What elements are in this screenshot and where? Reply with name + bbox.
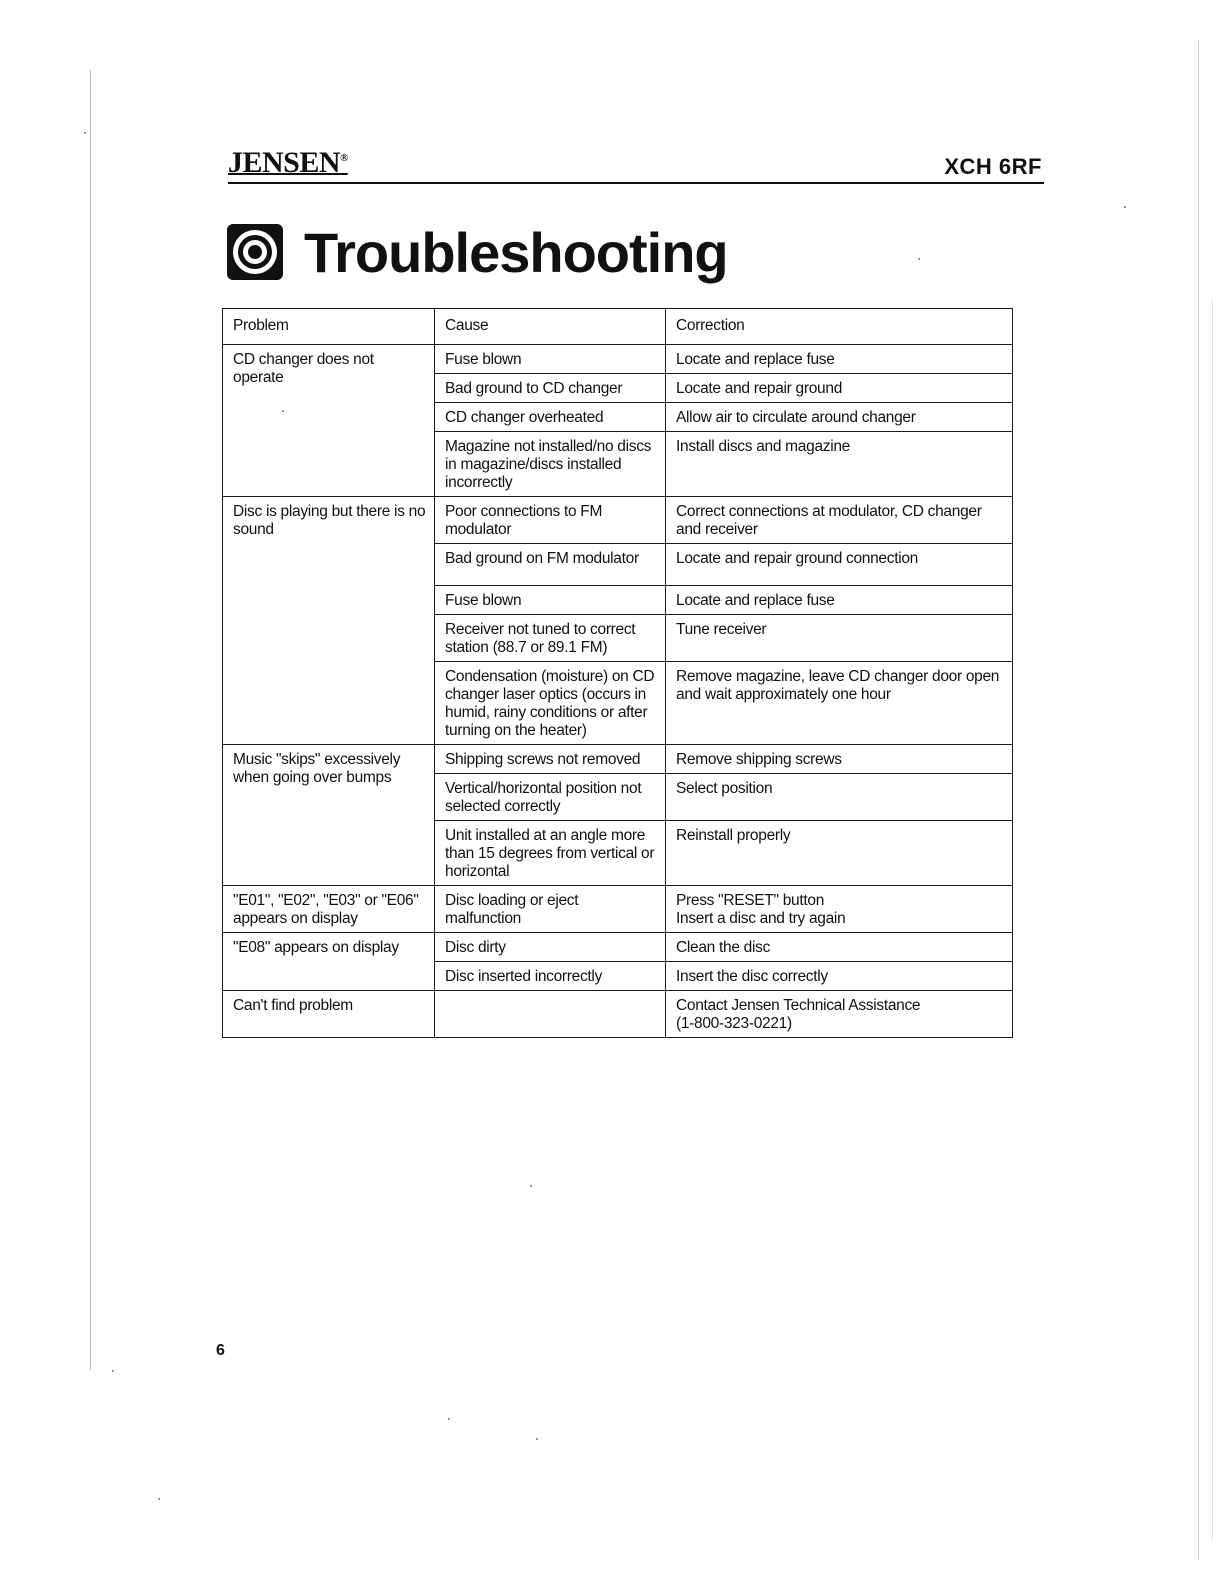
scan-edge-left — [90, 70, 91, 1370]
correction-line: (1-800-323-0221) — [676, 1015, 792, 1032]
scan-edge-right-faint — [1212, 300, 1213, 1540]
correction-cell: Allow air to circulate around changer — [666, 403, 1013, 432]
table-row — [223, 991, 1013, 1038]
table-row — [223, 933, 1013, 962]
correction-line: Insert a disc and try again — [676, 910, 846, 927]
correction-cell: Locate and repair ground connection — [666, 544, 1013, 586]
correction-line: Press "RESET" button — [676, 892, 825, 909]
column-header-cause: Cause — [435, 309, 666, 345]
correction-cell: Correct connections at modulator, CD changer and receiver — [666, 497, 1013, 544]
table-header-row — [223, 309, 1013, 345]
cause-cell: Disc dirty — [435, 933, 666, 962]
target-icon — [226, 223, 284, 281]
problem-cell: Music "skips" excessively when going over bumps — [223, 745, 435, 886]
page-title: Troubleshooting — [304, 221, 728, 284]
scan-speck — [158, 1498, 160, 1500]
cause-cell: Unit installed at an angle more than 15 degrees from vertical or horizontal — [435, 821, 666, 886]
table-row — [223, 745, 1013, 774]
column-header-problem: Problem — [223, 309, 435, 345]
cause-cell: Magazine not installed/no discs in magazine/discs installed incorrectly — [435, 432, 666, 497]
correction-cell — [666, 991, 1013, 1038]
table-row — [223, 886, 1013, 933]
scan-speck — [918, 258, 920, 260]
cause-cell: Shipping screws not removed — [435, 745, 666, 774]
table-row — [223, 345, 1013, 374]
model-number: XCH 6RF — [944, 154, 1042, 179]
cause-cell: Disc loading or eject malfunction — [435, 886, 666, 933]
problem-cell: Disc is playing but there is no sound — [223, 497, 435, 745]
correction-cell: Reinstall properly — [666, 821, 1013, 886]
correction-cell: Clean the disc — [666, 933, 1013, 962]
correction-cell: Remove magazine, leave CD changer door open and wait approximately one hour — [666, 662, 1013, 745]
correction-cell: Locate and replace fuse — [666, 586, 1013, 615]
scan-speck — [1124, 206, 1126, 208]
cause-cell: CD changer overheated — [435, 403, 666, 432]
cause-cell: Poor connections to FM modulator — [435, 497, 666, 544]
troubleshooting-table — [222, 308, 1013, 1038]
scan-speck — [536, 1438, 538, 1440]
cause-cell: Vertical/horizontal position not selected correctly — [435, 774, 666, 821]
correction-cell: Locate and replace fuse — [666, 345, 1013, 374]
cause-cell: Receiver not tuned to correct station (88.7 or 89.1 FM) — [435, 615, 666, 662]
problem-cell: Can't find problem — [223, 991, 435, 1038]
correction-cell: Insert the disc correctly — [666, 962, 1013, 991]
correction-cell — [666, 886, 1013, 933]
cause-cell: Disc inserted incorrectly — [435, 962, 666, 991]
brand-logo — [228, 146, 348, 180]
scan-speck — [112, 1370, 114, 1372]
correction-cell: Install discs and magazine — [666, 432, 1013, 497]
table-row — [223, 497, 1013, 544]
column-header-correction: Correction — [666, 309, 1013, 345]
problem-cell: "E01", "E02", "E03" or "E06" appears on display — [223, 886, 435, 933]
scan-speck — [84, 132, 86, 134]
scan-speck — [448, 1418, 450, 1420]
cause-cell: Fuse blown — [435, 345, 666, 374]
correction-cell: Remove shipping screws — [666, 745, 1013, 774]
cause-cell: Bad ground on FM modulator — [435, 544, 666, 586]
brand-registered-mark: ® — [340, 152, 348, 164]
correction-line: Contact Jensen Technical Assistance — [676, 997, 921, 1014]
correction-cell: Tune receiver — [666, 615, 1013, 662]
cause-cell — [435, 991, 666, 1038]
brand-name: JENSEN — [228, 146, 341, 179]
scan-speck — [530, 1185, 532, 1187]
page-header — [228, 146, 1044, 184]
scan-edge-right — [1198, 40, 1199, 1560]
correction-cell: Select position — [666, 774, 1013, 821]
problem-cell: "E08" appears on display — [223, 933, 435, 991]
cause-cell: Bad ground to CD changer — [435, 374, 666, 403]
cause-cell: Condensation (moisture) on CD changer laser optics (occurs in humid, rainy conditions or after turning on the heater) — [435, 662, 666, 745]
problem-cell: CD changer does not operate — [223, 345, 435, 497]
cause-cell: Fuse blown — [435, 586, 666, 615]
correction-cell: Locate and repair ground — [666, 374, 1013, 403]
page-number: 6 — [216, 1342, 225, 1359]
